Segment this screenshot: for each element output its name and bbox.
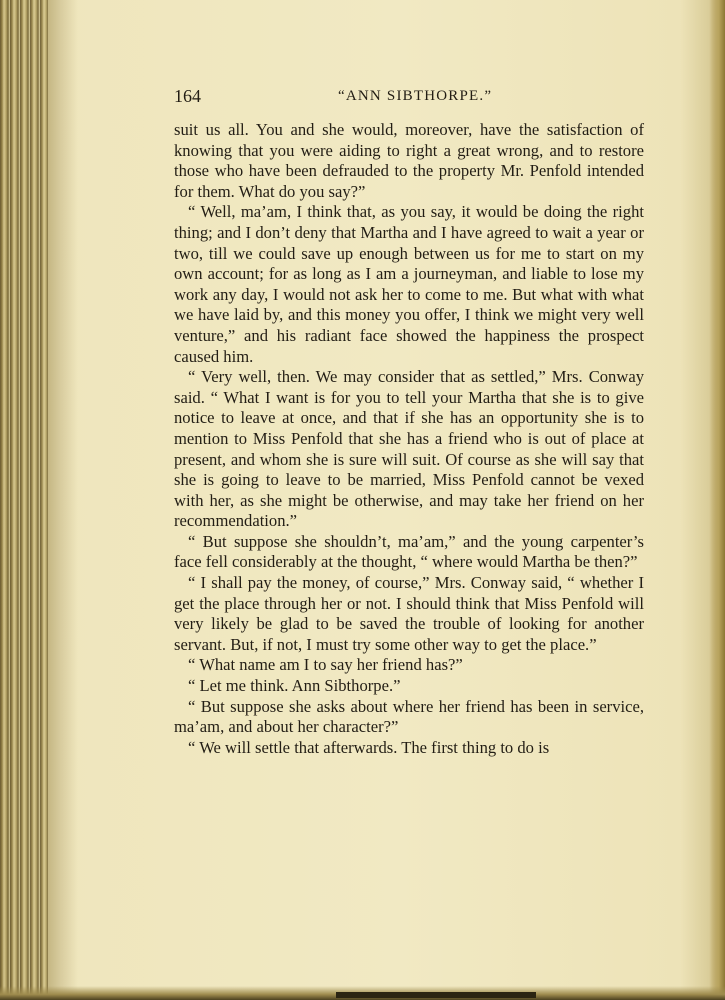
paragraph: “ But suppose she asks about where her friend has been in service, ma’am, and about her character?” [174, 696, 644, 737]
running-title: “ANN SIBTHORPE.” [338, 88, 493, 104]
page-right-edge [709, 0, 725, 1000]
paragraph: “ What name am I to say her friend has?” [188, 655, 463, 675]
body-text [174, 120, 644, 758]
paragraph: “ Well, ma’am, I think that, as you say, it would be doing the right thing; and I don’t deny that Martha and I have agreed to wait a year or two, till we could save up enough between us for me to start on my own account; for as long as I am a journeyman, and liable to lose my work any day, I would not ask her to come to me. But what with what we have laid by, and this money you offer, I think we might very well venture,” and his radiant face showed the happiness the prospect caused him. [174, 202, 644, 366]
book-binding-edge [0, 0, 48, 1000]
paragraph: “ We will settle that afterwards. The first thing to do is [188, 737, 550, 757]
bottom-binding-mark [336, 992, 536, 998]
paragraph: “ Let me think. Ann Sibthorpe.” [188, 676, 401, 696]
paragraph: “ I shall pay the money, of course,” Mrs. Conway said, “ whether I get the place through her or not. I should think that Miss Penfold will very likely be glad to be saved the trouble of looking for another servant. But, if not, I must try some other way to get the place.” [174, 573, 644, 654]
gutter-shadow [48, 0, 78, 1000]
page-number: 164 [174, 86, 201, 106]
paragraph: suit us all. You and she would, moreover, have the satisfaction of knowing that you were aiding to right a great wrong, and to restore those who have been defrauded to the property Mr. Penfold intended for them. What do you say?” [174, 120, 644, 201]
paragraph: “ But suppose she shouldn’t, ma’am,” and the young carpenter’s face fell considerably at the thought, “ where would Martha be then?” [174, 531, 644, 572]
page-header [174, 86, 644, 110]
paragraph: “ Very well, then. We may consider that as settled,” Mrs. Conway said. “ What I want is for you to tell your Martha that she is to give notice to leave at once, and that if she has an opportunity she is to mention to Miss Penfold that she has a friend who is out of place at present, and whom she is sure will suit. Of course as she will say that she is going to leave to be married, Miss Penfold cannot be vexed with her, as she might be otherwise, and may take her friend on her recommendation.” [174, 367, 644, 531]
